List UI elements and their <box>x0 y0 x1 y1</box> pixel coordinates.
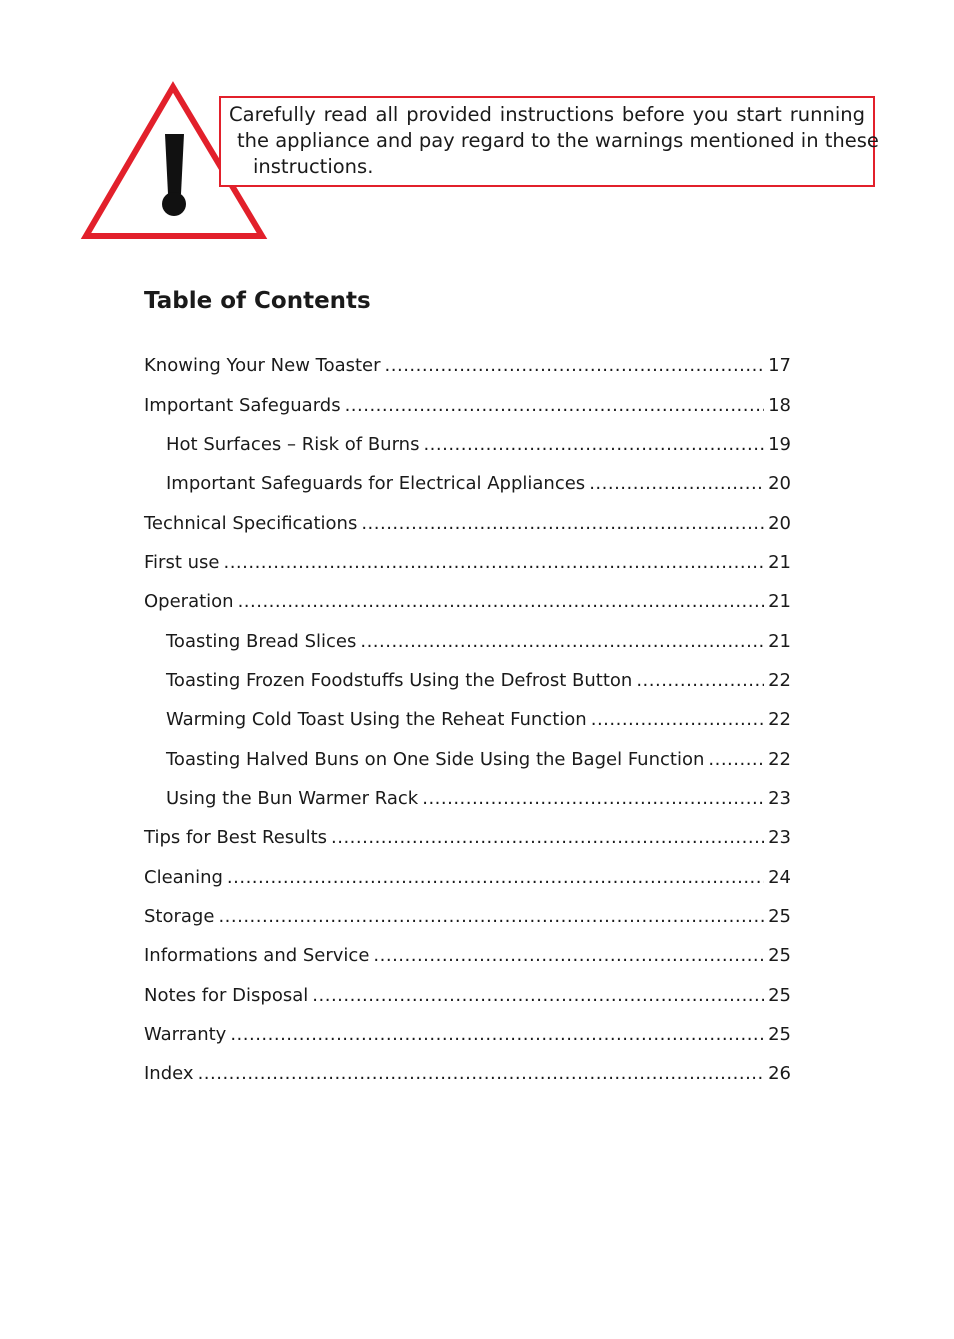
toc-entry-technical-specifications[interactable] <box>144 510 791 538</box>
toc-entry-label: Index <box>144 1063 194 1084</box>
toc-entry-reheat-function[interactable] <box>166 706 791 734</box>
toc-leader-dots <box>345 392 765 420</box>
toc-entry-defrost-button[interactable] <box>166 667 791 695</box>
toc-leader-dots <box>589 470 764 498</box>
toc-entry-page: 22 <box>768 670 791 691</box>
warning-line-3: instructions. <box>253 155 374 178</box>
toc-leader-dots <box>331 824 764 852</box>
toc-entry-page: 23 <box>768 788 791 809</box>
toc-leader-dots <box>708 746 764 774</box>
toc-entry-page: 25 <box>768 945 791 966</box>
toc-leader-dots <box>360 628 764 656</box>
toc-entry-label: Storage <box>144 906 215 927</box>
toc-entry-label: Hot Surfaces – Risk of Burns <box>166 434 420 455</box>
toc-leader-dots <box>423 431 764 459</box>
toc-entry-label: Informations and Service <box>144 945 370 966</box>
toc-entry-label: Notes for Disposal <box>144 985 309 1006</box>
toc-entry-bagel-function[interactable] <box>166 746 791 774</box>
toc-entry-label: Important Safeguards <box>144 395 341 416</box>
toc-entry-page: 21 <box>768 552 791 573</box>
toc-entry-hot-surfaces[interactable] <box>166 431 791 459</box>
toc-entry-page: 26 <box>768 1063 791 1084</box>
toc-entry-label: Technical Specifications <box>144 513 358 534</box>
toc-leader-dots <box>591 706 764 734</box>
toc-title: Table of Contents <box>144 288 371 314</box>
toc-entry-page: 25 <box>768 906 791 927</box>
warning-line-2: the appliance and pay regard to the warnings mentioned in these <box>237 129 879 152</box>
toc-entry-page: 24 <box>768 867 791 888</box>
toc-entry-page: 17 <box>768 355 791 376</box>
toc-entry-page: 18 <box>768 395 791 416</box>
toc-entry-cleaning[interactable] <box>144 864 791 892</box>
toc-leader-dots <box>422 785 764 813</box>
toc-entry-safeguards-electrical[interactable] <box>166 470 791 498</box>
toc-entry-informations-and-service[interactable] <box>144 942 791 970</box>
toc-entry-page: 20 <box>768 513 791 534</box>
toc-entry-bun-warmer-rack[interactable] <box>166 785 791 813</box>
toc-entry-page: 20 <box>768 473 791 494</box>
toc-leader-dots <box>223 549 764 577</box>
toc-entry-toasting-bread-slices[interactable] <box>166 628 791 656</box>
toc-entry-page: 23 <box>768 827 791 848</box>
toc-entry-page: 21 <box>768 591 791 612</box>
toc-entry-important-safeguards[interactable] <box>144 392 791 420</box>
toc-entry-label: Tips for Best Results <box>144 827 328 848</box>
toc-entry-page: 25 <box>768 1024 791 1045</box>
warning-line-1: Carefully read all provided instructions before you start running <box>229 103 865 126</box>
toc-entry-page: 21 <box>768 631 791 652</box>
toc-leader-dots <box>238 588 765 616</box>
toc-entry-label: Knowing Your New Toaster <box>144 355 381 376</box>
toc-entry-label: Operation <box>144 591 234 612</box>
toc-leader-dots <box>198 1060 765 1088</box>
toc-leader-dots <box>218 903 764 931</box>
toc-entry-label: First use <box>144 552 220 573</box>
toc-entry-label: Important Safeguards for Electrical Appliances <box>166 473 586 494</box>
toc-entry-page: 22 <box>768 709 791 730</box>
toc-leader-dots <box>373 942 764 970</box>
toc-entry-page: 22 <box>768 749 791 770</box>
toc-entry-label: Toasting Bread Slices <box>166 631 357 652</box>
toc-entry-label: Using the Bun Warmer Rack <box>166 788 419 809</box>
toc-leader-dots <box>385 352 765 380</box>
toc-leader-dots <box>361 510 764 538</box>
toc-entry-label: Cleaning <box>144 867 223 888</box>
toc-entry-page: 25 <box>768 985 791 1006</box>
toc-entry-tips-for-best-results[interactable] <box>144 824 791 852</box>
toc-entry-label: Warming Cold Toast Using the Reheat Function <box>166 709 587 730</box>
toc-entry-index[interactable] <box>144 1060 791 1088</box>
toc-entry-notes-for-disposal[interactable] <box>144 982 791 1010</box>
toc-entry-label: Warranty <box>144 1024 227 1045</box>
toc-entry-storage[interactable] <box>144 903 791 931</box>
toc-entry-warranty[interactable] <box>144 1021 791 1049</box>
toc-entry-label: Toasting Frozen Foodstuffs Using the Defrost Button <box>166 670 633 691</box>
toc-entry-knowing-your-new-toaster[interactable] <box>144 352 791 380</box>
toc-entry-first-use[interactable] <box>144 549 791 577</box>
toc-entry-page: 19 <box>768 434 791 455</box>
toc-leader-dots <box>230 1021 764 1049</box>
toc-leader-dots <box>636 667 764 695</box>
toc-entry-label: Toasting Halved Buns on One Side Using the Bagel Function <box>166 749 705 770</box>
toc-leader-dots <box>312 982 764 1010</box>
toc-entry-operation[interactable] <box>144 588 791 616</box>
toc-leader-dots <box>227 864 764 892</box>
